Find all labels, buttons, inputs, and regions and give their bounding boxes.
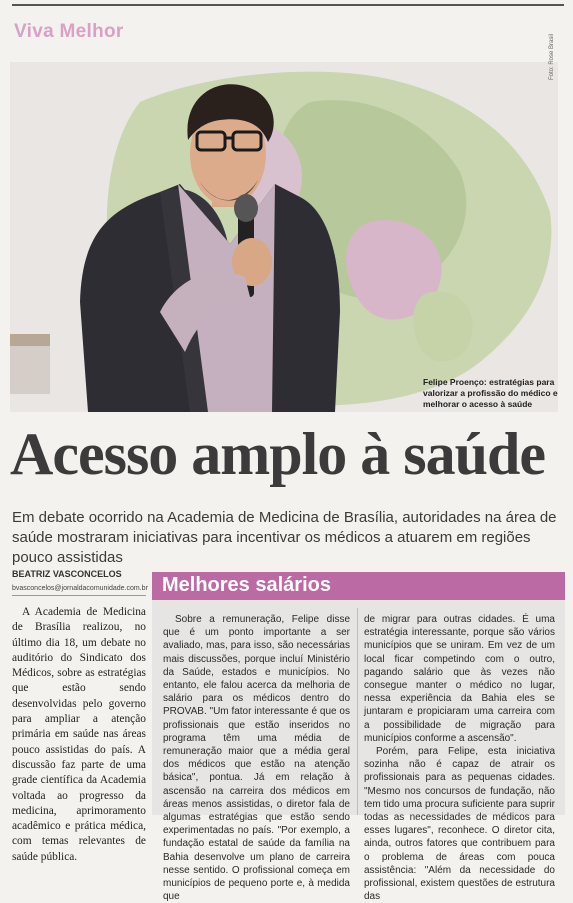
- speaker-photo: [10, 62, 558, 412]
- top-rule: [12, 4, 564, 6]
- article-column-1: [12, 605, 146, 865]
- deck: Em debate ocorrido na Academia de Medicina de Brasília, autoridades na área de saúde mostraram iniciativas para incentivar os médicos a atuarem em regiões pouco assistidas: [12, 509, 557, 566]
- sidebar-paragraph: Porém, para Felipe, esta iniciativa sozinha não é capaz de atrair os profissionais para as pequenas cidades. "Mesmo nos concursos de fundação, não tem tido uma procura suficiente para suprir todas as necessidades de médicos para esses lugares", reconhece. O diretor cita, ainda, outros fatores que contribuem para o problema de áreas com pouca assistência: "Além da necessidade do profissional, existem questões de estrutura das: [364, 746, 555, 903]
- article-paragraph: A Academia de Medicina de Brasília realizou, no último dia 18, um debate no auditório do Sindicato dos Médicos, sobre as estratégias que estão sendo desenvolvidas pelo governo para ampliar a atenção primária em saúde nas áreas pouco assistidas do país. A discussão faz parte de uma grade científica da Academia voltada ao progresso da medicina, aprimoramento acadêmico e prática médica, com temas relevantes de saúde pública.: [12, 606, 146, 863]
- photo-caption: Felipe Proenço: estratégias para valorizar a profissão do médico e melhorar o acesso à saúde: [423, 377, 558, 409]
- author-email[interactable]: bvasconcelos@jornaldacomunidade.com.br: [12, 585, 148, 592]
- column-divider: [357, 608, 358, 815]
- sidebar-column-1: [163, 613, 350, 903]
- section-title: Viva Melhor: [14, 21, 124, 42]
- byline-rule: [12, 595, 146, 596]
- sidebar-paragraph: Sobre a remuneração, Felipe disse que é um ponto importante a ser avaliado, mas, para isso, são necessárias mais discussões, porque incluí Ministério da Saúde, estados e municípios. No entanto, ele falou acerca da melhoria de salário para os médicos dentro do PROVAB. "Um fator interessante é que os profissionais que estão inseridos no programa têm uma média de remuneração maior que a média geral dos médicos que estão na atenção básica", pontua. Já em relação à ascensão na carreira dos médicos em áreas menos assistidas, o diretor fala de algumas estratégias que estão sendo experimentadas no país. "Por exemplo, a fundação estatal de saúde da família na Bahia desenvolve um plano de carreira nesse sentido. O profissional começa em municípios de pequeno porte e, à medida que: [163, 614, 350, 903]
- sidebar-paragraph: de migrar para outras cidades. É uma estratégia interessante, porque são vários municípios que se uniram. Em vez de um local ficar competindo com o outro, pagando salário que às vezes não consegue manter o médico no lugar, nessa experiência da Bahia eles se juntaram e propiciaram uma carreira com a possibilidade de migração para municípios conforme a ascensão".: [364, 614, 555, 744]
- headline: Acesso amplo à saúde: [10, 421, 546, 487]
- photo-credit: Foto: Rose Brasil: [549, 33, 555, 80]
- sidebar-title: Melhores salários: [162, 574, 331, 596]
- author-byline: BEATRIZ VASCONCELOS: [12, 569, 122, 579]
- sidebar-title-bar: [152, 572, 565, 600]
- sidebar-column-2: [364, 613, 555, 903]
